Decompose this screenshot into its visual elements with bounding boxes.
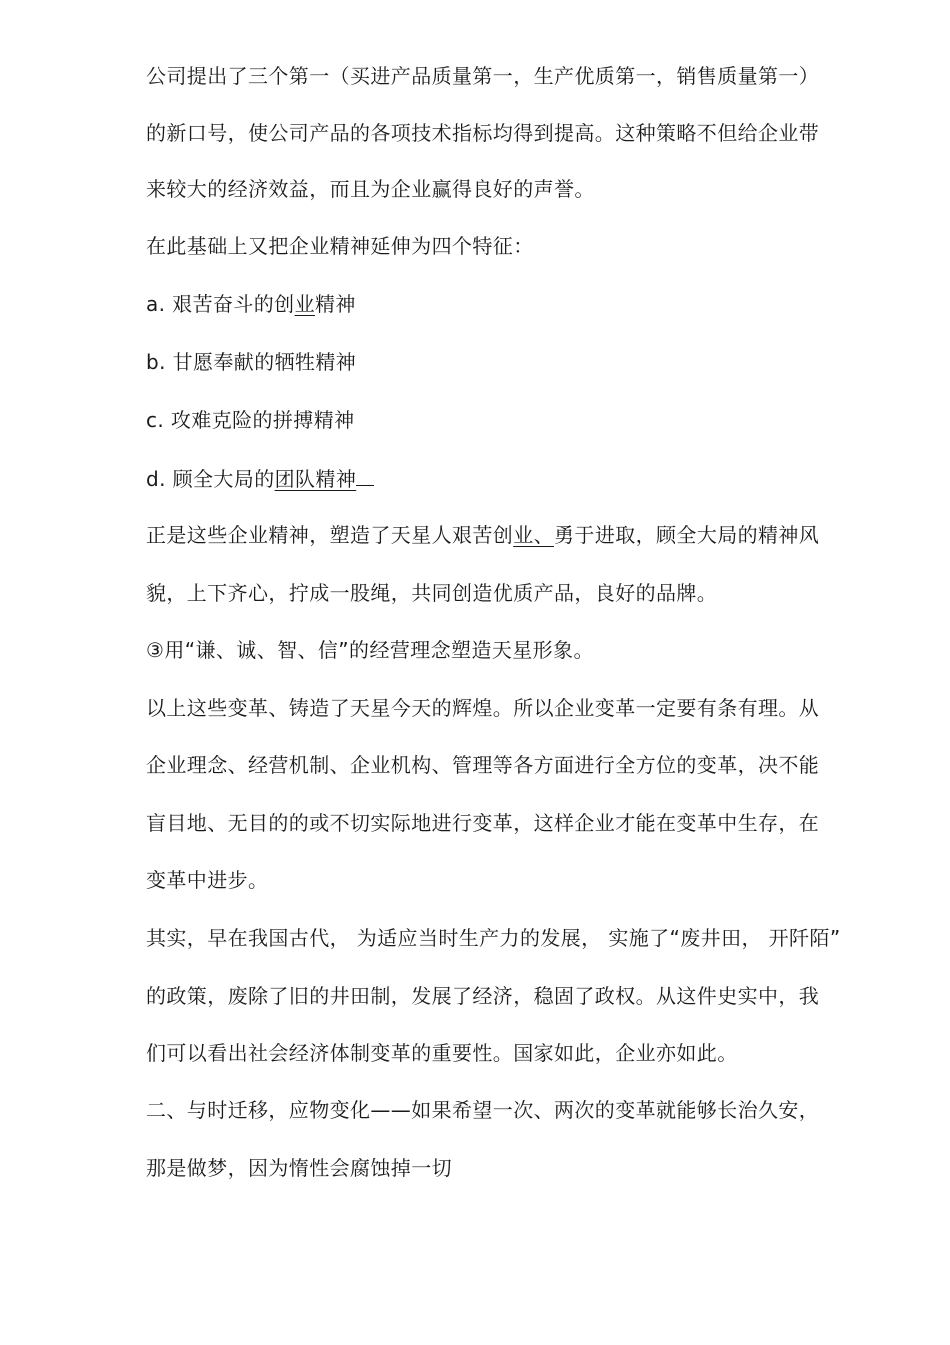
list-item-text: 精神: [314, 292, 356, 316]
text-line: 盲目地、无目的的或不切实际地进行变革，这样企业才能在变革中生存，在: [146, 811, 820, 835]
list-item-text: d. 顾全大局的: [146, 467, 275, 491]
section-heading: 二、与时迁移，应物变化——如果希望一次、两次的变革就能够长治久安，: [146, 1098, 820, 1122]
text-line: 来较大的经济效益，而且为企业赢得良好的声誉。: [146, 177, 595, 201]
text-line: 公司提出了三个第一（买进产品质量第一，生产优质第一，销售质量第一）: [146, 64, 820, 88]
text-line: 其实，早在我国古代， 为适应当时生产力的发展， 实施了“废井田， 开阡陌”: [146, 926, 841, 950]
list-item-d: [146, 465, 374, 492]
text-line: 变革中进步。: [146, 868, 269, 892]
list-item-text: a. 艰苦奋斗的创: [146, 292, 295, 316]
text-segment: 勇于进取，顾全大局的精神风: [554, 523, 820, 547]
text-line: ③用“谦、诚、智、信”的经营理念塑造天星形象。: [146, 638, 594, 662]
underlined-text: 业: [294, 292, 315, 316]
text-line: 在此基础上又把企业精神延伸为四个特征：: [146, 234, 534, 258]
list-item-c: c. 攻难克险的拼搏精神: [146, 408, 355, 432]
list-item-b: b. 甘愿奉献的牺牲精神: [146, 350, 357, 374]
underlined-text: 团队精神: [274, 467, 357, 491]
text-line: 的政策，废除了旧的井田制，发展了经济，稳固了政权。从这件史实中，我: [146, 984, 820, 1008]
list-item-a: [146, 291, 356, 317]
text-line: 企业理念、经营机制、企业机构、管理等各方面进行全方位的变革，决不能: [146, 753, 820, 777]
text-line: [146, 522, 819, 548]
text-segment: 正是这些企业精神，塑造了天星人艰苦创: [146, 523, 514, 547]
text-line: 的新口号，使公司产品的各项技术指标均得到提高。这种策略不但给企业带: [146, 121, 820, 145]
text-line: 那是做梦，因为惰性会腐蚀掉一切: [146, 1156, 452, 1180]
text-line: 貌，上下齐心，拧成一股绳，共同创造优质产品，良好的品牌。: [146, 581, 718, 605]
text-line: 们可以看出社会经济体制变革的重要性。国家如此，企业亦如此。: [146, 1041, 738, 1065]
underlined-text: 业、: [513, 523, 555, 547]
underline-blank: [356, 465, 374, 486]
text-line: 以上这些变革、铸造了天星今天的辉煌。所以企业变革一定要有条有理。从: [146, 696, 820, 720]
